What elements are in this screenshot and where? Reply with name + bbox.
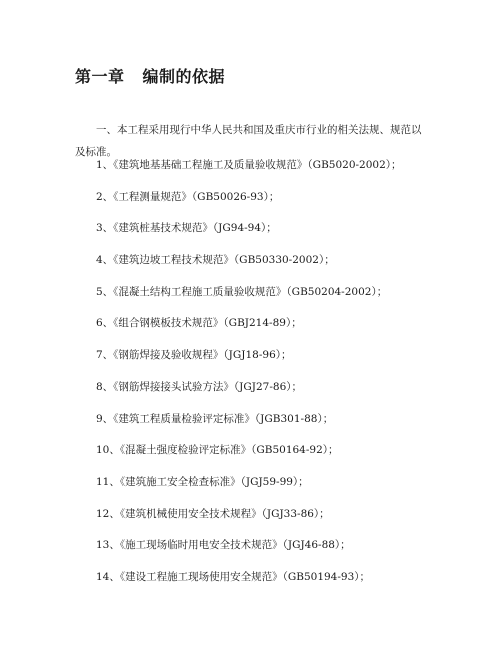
list-item: 5、《混凝土结构工程施工质量验收规范》（GB50204-2002）； <box>96 285 388 298</box>
standards-list <box>96 155 402 599</box>
list-item: 11、《建筑施工安全检查标准》（JGJ59-99）； <box>96 475 309 488</box>
list-item: 8、《钢筋焊接接头试验方法》（JGJ27-86）； <box>96 380 303 393</box>
chapter-heading <box>75 64 225 87</box>
list-item: 4、《建筑边坡工程技术规范》（GB50330-2002）； <box>96 254 335 267</box>
list-item: 12、《建筑机械使用安全技术规程》（JGJ33-86）； <box>96 507 330 520</box>
list-item: 10、《混凝土强度检验评定标准》（GB50164-92）； <box>96 444 339 457</box>
chapter-title: 编制的依据 <box>142 67 226 86</box>
intro-paragraph: 一、本工程采用现行中华人民共和国及重庆市行业的相关法规、规范以及标准。 <box>75 123 422 158</box>
list-item: 2、《工程测量规范》（GB50026-93）； <box>96 190 280 203</box>
list-item: 6、《组合钢模板技术规范》（GBJ214-89）； <box>96 317 302 330</box>
list-item: 7、《钢筋焊接及验收规程》（JGJ18-96）； <box>96 349 292 362</box>
list-item: 13、《施工现场临时用电安全技术规范》（JGJ46-88）； <box>96 539 351 552</box>
list-item: 3、《建筑桩基技术规范》（JG94-94）； <box>96 222 277 235</box>
list-item: 9、《建筑工程质量检验评定标准》（JGB301-88）； <box>96 412 334 425</box>
list-item: 14、《建设工程施工现场使用安全规范》（GB50194-93）； <box>96 570 371 583</box>
chapter-number: 第一章 <box>75 67 125 86</box>
list-item: 1、《建筑地基基础工程施工及质量验收规范》（GB5020-2002）； <box>96 159 402 171</box>
